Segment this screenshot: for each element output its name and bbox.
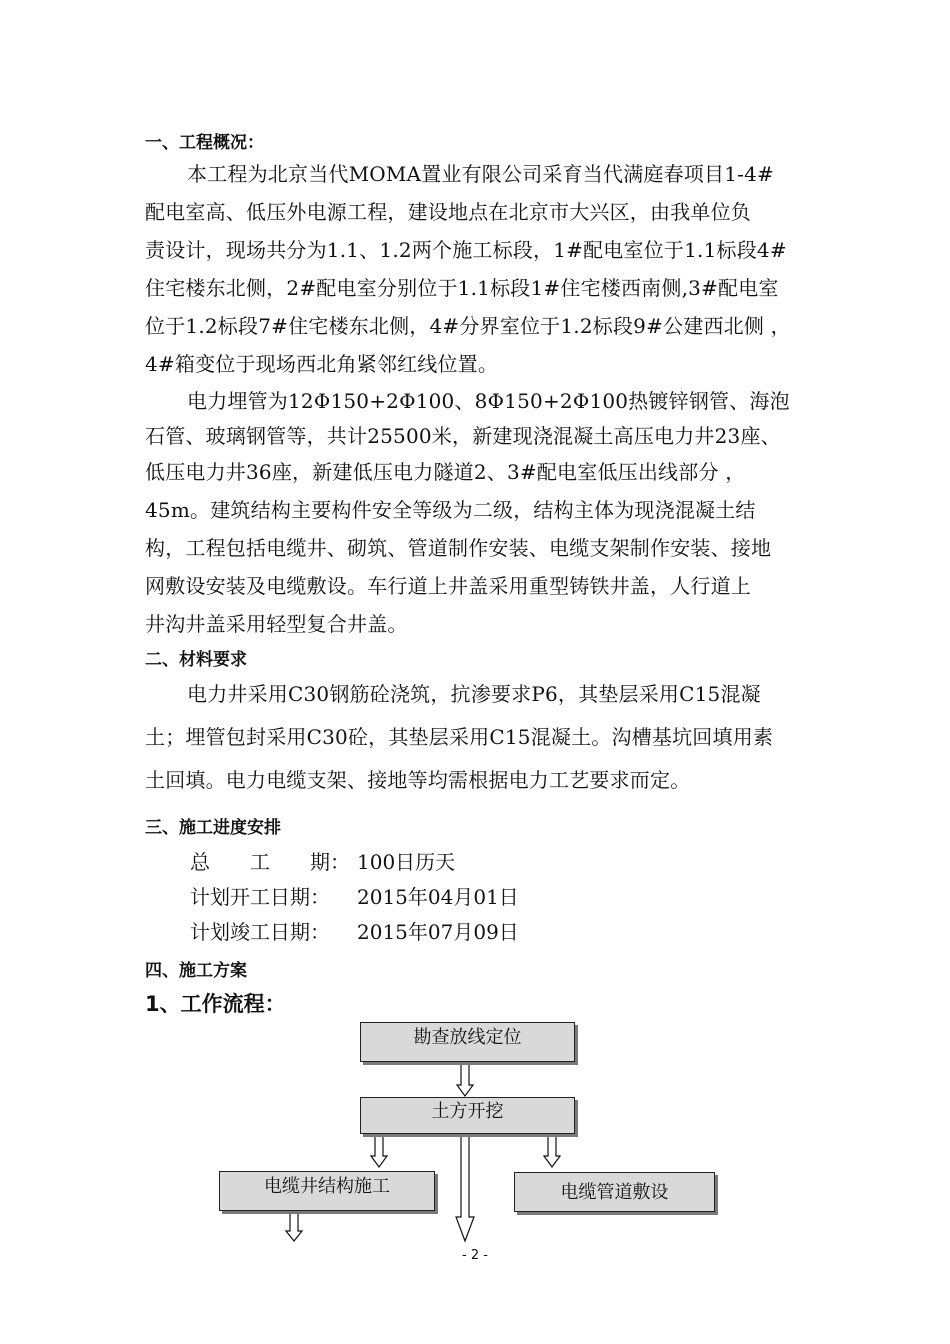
schedule-value: 100日历天 [357, 850, 456, 874]
schedule-label: 总 工 期： [190, 850, 350, 874]
text-line: 配电室高、低压外电源工程，建设地点在北京市大兴区，由我单位负 [145, 200, 751, 224]
schedule-label: 计划竣工日期： [190, 920, 330, 944]
text-line: 土回填。电力电缆支架、接地等均需根据电力工艺要求而定。 [145, 768, 691, 792]
text-line: 井沟井盖采用轻型复合井盖。 [145, 612, 408, 636]
text-line: 45m。建筑结构主要构件安全等级为二级，结构主体为现浇混凝土结 [145, 498, 756, 522]
text-line: 位于1.2标段7#住宅楼东北侧，4#分界室位于1.2标段9#公建西北侧 ， [145, 314, 791, 338]
text-line: 网敷设安装及电缆敷设。车行道上井盖采用重型铸铁井盖，人行道上 [145, 574, 751, 598]
text-line: 住宅楼东北侧，2#配电室分别位于1.1标段1#住宅楼西南侧,3#配电室 [145, 276, 779, 300]
flow-box-excavation: 土方开挖 [360, 1097, 575, 1134]
schedule-value: 2015年04月01日 [357, 885, 519, 909]
text-line: 构，工程包括电缆井、砌筑、管道制作安装、电缆支架制作安装、接地 [145, 536, 772, 560]
arrow-down-icon [457, 1062, 473, 1096]
flow-box-cable-well: 电缆井结构施工 [219, 1171, 435, 1211]
section-heading-schedule: 三、施工进度安排 [145, 818, 281, 838]
text-line: 本工程为北京当代MOMA置业有限公司采育当代满庭春项目1-4# [187, 162, 774, 186]
section-heading-materials: 二、材料要求 [145, 650, 247, 670]
schedule-value: 2015年07月09日 [357, 920, 519, 944]
flow-box-cable-duct: 电缆管道敷设 [514, 1172, 715, 1212]
arrow-down-long-icon [456, 1134, 474, 1241]
text-line: 4#箱变位于现场西北角紧邻红线位置。 [145, 352, 499, 376]
subheading-workflow: 1、工作流程： [145, 992, 286, 1016]
text-line: 电力埋管为12Φ150+2Φ100、8Φ150+2Φ100热镀锌钢管、海泡 [187, 389, 790, 413]
text-line: 电力井采用C30钢筋砼浇筑，抗渗要求P6，其垫层采用C15混凝 [187, 682, 761, 706]
section-heading-overview: 一、工程概况： [145, 133, 264, 153]
arrow-down-icon [544, 1134, 560, 1167]
flow-box-survey: 勘查放线定位 [360, 1022, 575, 1062]
schedule-label: 计划开工日期： [190, 885, 330, 909]
section-heading-plan: 四、施工方案 [145, 961, 247, 981]
text-line: 石管、玻璃钢管等，共计25500米，新建现浇混凝土高压电力井23座、 [145, 424, 781, 448]
arrow-down-icon [286, 1211, 302, 1241]
arrow-down-icon [371, 1134, 387, 1167]
text-line: 低压电力井36座，新建低压电力隧道2、3#配电室低压出线部分 ， [145, 460, 746, 484]
text-line: 土；埋管包封采用C30砼，其垫层采用C15混凝土。沟槽基坑回填用素 [145, 725, 774, 749]
page-number: - 2 - [462, 1248, 488, 1263]
text-line: 责设计，现场共分为1.1、1.2两个施工标段，1#配电室位于1.1标段4# [145, 238, 787, 262]
